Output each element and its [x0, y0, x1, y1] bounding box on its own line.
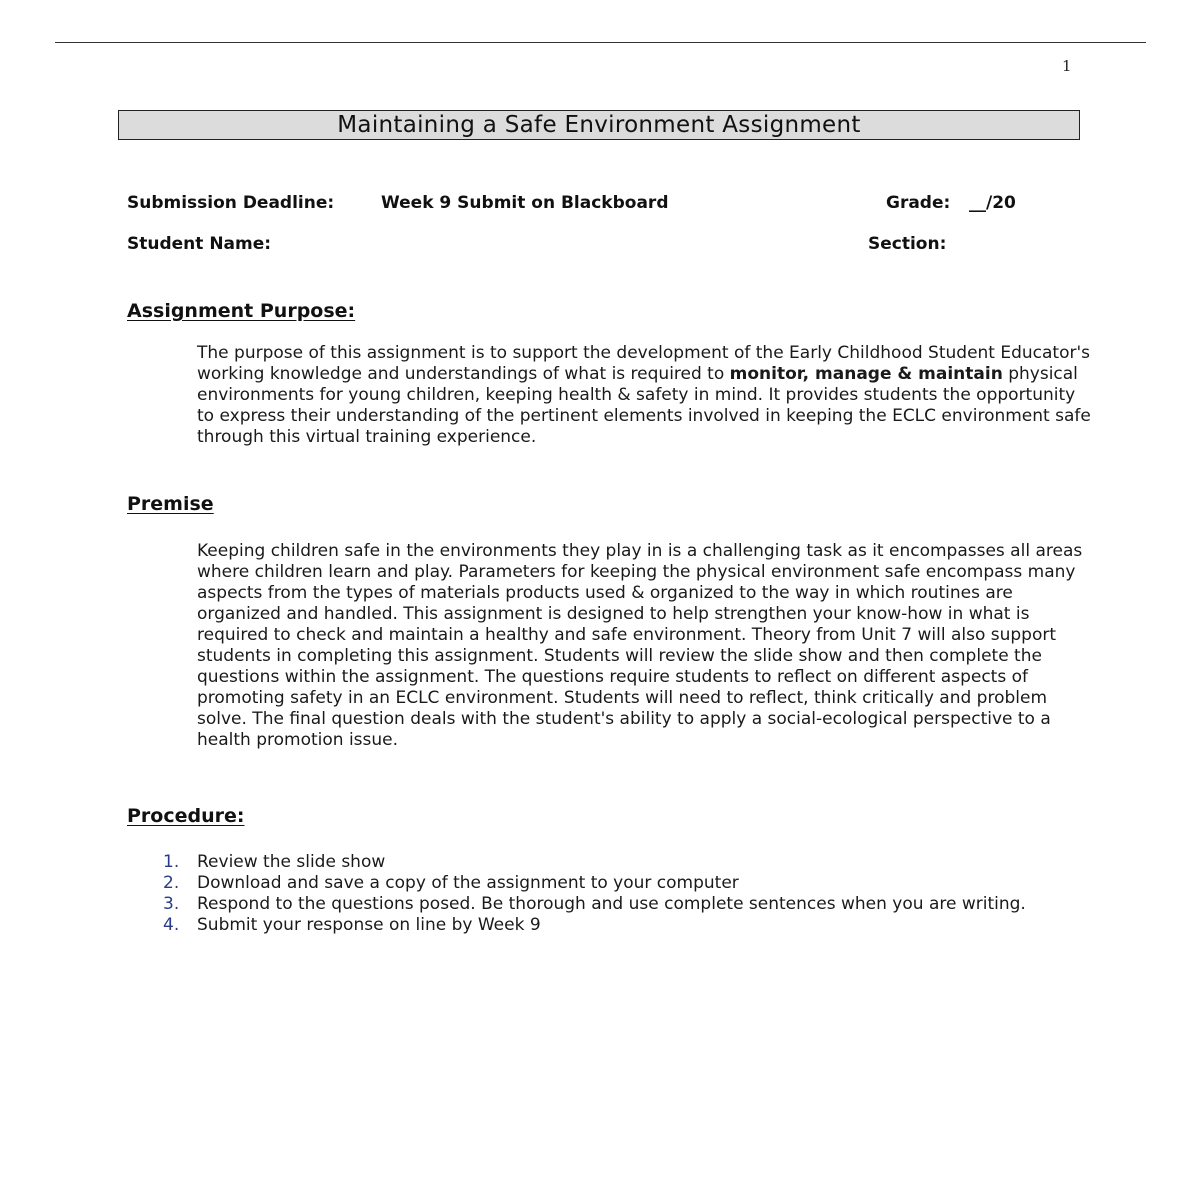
procedure-item-text: Submit your response on line by Week 9 — [197, 915, 541, 935]
procedure-item — [160, 894, 1080, 915]
submission-deadline-value: Week 9 Submit on Blackboard — [381, 193, 669, 213]
procedure-list — [160, 852, 1080, 936]
procedure-item-number: 3. — [163, 894, 180, 914]
procedure-heading — [127, 805, 245, 827]
purpose-text-end: physical environments for young children, keeping health & safety in mind. It provides students the opportunity to express their understanding of the pertinent elements involved in keeping the ECLC environment safe through this virtual training experience. — [197, 364, 1091, 447]
grade-label: Grade: — [886, 193, 951, 213]
grade-value: __/20 — [969, 193, 1016, 213]
purpose-text-start: The purpose of this assignment is to support the development of the Early Childhood Student Educator's working knowledge and understandings of what is required to — [197, 343, 1091, 384]
assignment-purpose-text — [197, 343, 1097, 448]
section-label: Section: — [868, 234, 947, 254]
document-title: Maintaining a Safe Environment Assignment — [118, 110, 1080, 140]
page-number: 1 — [1062, 57, 1072, 75]
header-rule — [55, 42, 1146, 43]
procedure-item-number: 4. — [163, 915, 180, 935]
procedure-item — [160, 873, 1080, 894]
procedure-item-number: 1. — [163, 852, 180, 872]
procedure-item-text: Download and save a copy of the assignment to your computer — [197, 873, 739, 893]
premise-paragraph: Keeping children safe in the environments they play in is a challenging task as it encompasses all areas where children learn and play. Parameters for keeping the physical environment safe encompass many aspects from the types of materials products used & organized to the way in which routines are organized and handled. This assignment is designed to help strengthen your know-how in what is required to check and maintain a healthy and safe environment. Theory from Unit 7 will also support students in completing this assignment. Students will review the slide show and then complete the questions within the assignment. The questions require students to reflect on different aspects of promoting safety in an ECLC environment. Students will need to reflect, think critically and problem solve. The final question deals with the student's ability to apply a social-ecological perspective to a health promotion issue. — [197, 541, 1083, 750]
procedure-item — [160, 915, 1080, 936]
procedure-item-text: Respond to the questions posed. Be thorough and use complete sentences when you are writing. — [197, 894, 1026, 914]
student-name-label: Student Name: — [127, 234, 272, 254]
procedure-item — [160, 852, 1080, 873]
procedure-item-text: Review the slide show — [197, 852, 386, 872]
assignment-purpose-heading: Assignment Purpose: — [127, 300, 356, 322]
procedure-heading-text: Procedure — [127, 805, 237, 827]
submission-deadline-label: Submission Deadline: — [127, 193, 335, 213]
procedure-heading-colon: : — [236, 805, 245, 827]
procedure-item-number: 2. — [163, 873, 180, 893]
purpose-text-bold: monitor, manage & maintain — [729, 364, 1003, 384]
premise-text — [197, 541, 1097, 751]
premise-heading: Premise — [127, 493, 214, 515]
